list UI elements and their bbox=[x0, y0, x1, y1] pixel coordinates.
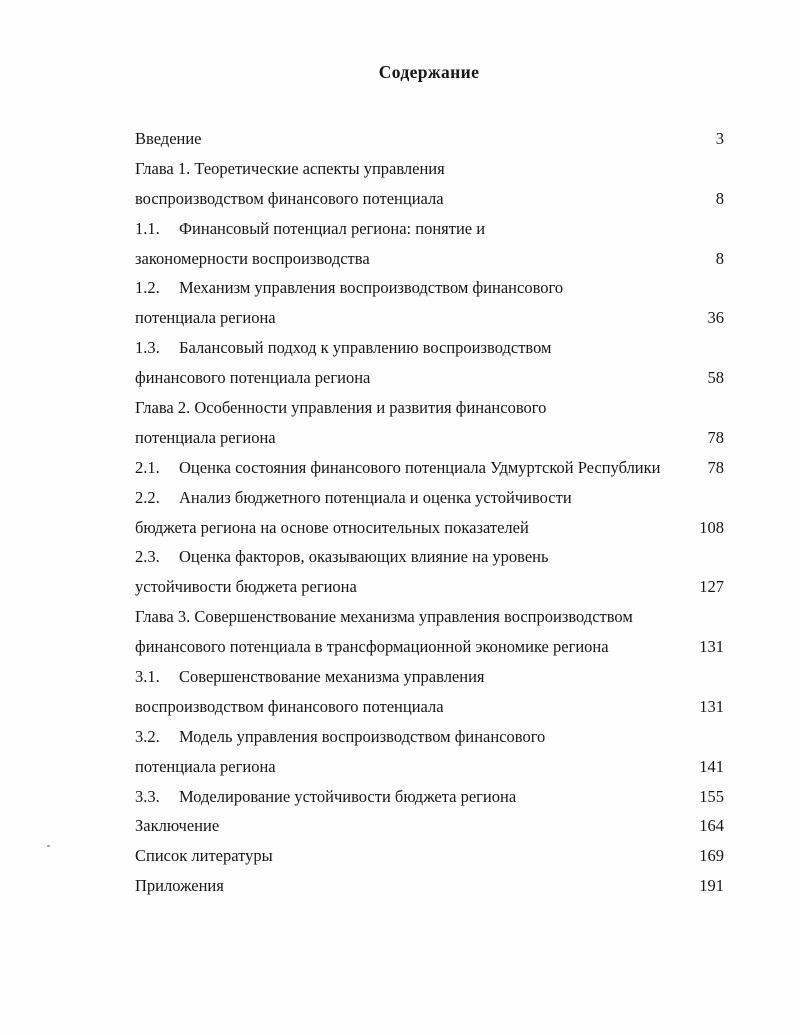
toc-entry bbox=[135, 547, 724, 577]
toc-entry-text: Глава 2. Особенности управления и развития финансового bbox=[135, 398, 547, 418]
toc-entry-text: закономерности воспроизводства bbox=[135, 248, 370, 268]
toc-entry bbox=[135, 757, 724, 787]
toc-entry-page: 131 bbox=[699, 696, 724, 716]
toc-entry bbox=[135, 398, 724, 428]
toc-entry bbox=[135, 846, 724, 876]
toc-entry bbox=[135, 189, 724, 219]
table-of-contents bbox=[135, 129, 724, 906]
toc-entry-text: Оценка состояния финансового потенциала Удмуртской Республики bbox=[179, 457, 661, 477]
toc-entry bbox=[135, 697, 724, 727]
toc-entry bbox=[135, 338, 724, 368]
toc-entry bbox=[135, 159, 724, 189]
toc-entry-text: бюджета региона на основе относительных показателей bbox=[135, 517, 529, 537]
toc-entry-text: Моделирование устойчивости бюджета региона bbox=[179, 786, 517, 806]
toc-entry-page: 131 bbox=[699, 637, 724, 657]
toc-entry bbox=[135, 816, 724, 846]
toc-entry-page: 164 bbox=[699, 816, 724, 836]
toc-entry-text: Оценка факторов, оказывающих влияние на уровень bbox=[179, 547, 549, 567]
toc-entry bbox=[135, 607, 724, 637]
toc-entry bbox=[135, 308, 724, 338]
toc-entry-text: Список литературы bbox=[135, 846, 273, 866]
toc-entry-number: 3.2. bbox=[135, 726, 160, 746]
toc-entry-number: 2.2. bbox=[135, 487, 160, 507]
toc-entry-text: Анализ бюджетного потенциала и оценка устойчивости bbox=[179, 487, 572, 507]
toc-entry-number: 1.2. bbox=[135, 278, 160, 298]
toc-entry-text: финансового потенциала региона bbox=[135, 368, 371, 388]
toc-entry-page: 191 bbox=[699, 876, 724, 896]
toc-entry-text: финансового потенциала в трансформационной экономике региона bbox=[135, 637, 609, 657]
toc-entry-page: 155 bbox=[699, 786, 724, 806]
toc-entry-page: 8 bbox=[715, 188, 724, 208]
toc-entry-text: Совершенствование механизма управления bbox=[179, 667, 485, 687]
toc-entry-page: 169 bbox=[699, 846, 724, 866]
toc-entry bbox=[135, 876, 724, 906]
toc-entry-text: Механизм управления воспроизводством финансового bbox=[179, 278, 564, 298]
toc-entry bbox=[135, 667, 724, 697]
toc-entry-number: 1.3. bbox=[135, 338, 160, 358]
toc-entry bbox=[135, 637, 724, 667]
toc-entry-page: 78 bbox=[707, 427, 724, 447]
toc-entry bbox=[135, 129, 724, 159]
toc-entry-text: потенциала региона bbox=[135, 427, 276, 447]
toc-entry-page: 3 bbox=[715, 129, 724, 148]
toc-entry-text: Модель управления воспроизводством финансового bbox=[179, 726, 546, 746]
toc-entry bbox=[135, 787, 724, 817]
toc-entry bbox=[135, 219, 724, 249]
toc-entry bbox=[135, 368, 724, 398]
toc-entry-number: 3.1. bbox=[135, 667, 160, 687]
toc-entry-text: Заключение bbox=[135, 816, 220, 836]
toc-entry-text: Глава 1. Теоретические аспекты управления bbox=[135, 158, 445, 178]
toc-entry-text: потенциала региона bbox=[135, 308, 276, 328]
toc-entry bbox=[135, 488, 724, 518]
toc-entry-page: 58 bbox=[707, 368, 724, 388]
toc-entry-page: 78 bbox=[707, 457, 724, 477]
toc-entry-text: Глава 3. Совершенствование механизма управления воспроизводством bbox=[135, 607, 633, 627]
scan-noise-speck bbox=[47, 845, 50, 847]
toc-entry bbox=[135, 727, 724, 757]
toc-entry-text: воспроизводством финансового потенциала bbox=[135, 188, 444, 208]
page-title: Содержание bbox=[378, 62, 480, 82]
toc-entry-page: 127 bbox=[699, 577, 724, 597]
toc-entry bbox=[135, 278, 724, 308]
toc-entry bbox=[135, 518, 724, 548]
toc-entry-text: Балансовый подход к управлению воспроизводством bbox=[179, 338, 552, 358]
toc-entry-number: 3.3. bbox=[135, 786, 160, 806]
toc-entry-number: 2.1. bbox=[135, 457, 160, 477]
toc-entry-text: воспроизводством финансового потенциала bbox=[135, 696, 444, 716]
toc-entry-number: 1.1. bbox=[135, 218, 160, 238]
toc-entry bbox=[135, 458, 724, 488]
toc-entry-text: Приложения bbox=[135, 876, 224, 896]
toc-entry-page: 108 bbox=[699, 517, 724, 537]
toc-entry bbox=[135, 428, 724, 458]
toc-entry-text: устойчивости бюджета региона bbox=[135, 577, 357, 597]
toc-entry-page: 141 bbox=[699, 756, 724, 776]
toc-entry-number: 2.3. bbox=[135, 547, 160, 567]
toc-entry bbox=[135, 249, 724, 279]
toc-entry-page: 36 bbox=[707, 308, 724, 328]
toc-entry-text: потенциала региона bbox=[135, 756, 276, 776]
toc-entry-text: Введение bbox=[135, 129, 202, 148]
toc-entry-text: Финансовый потенциал региона: понятие и bbox=[179, 218, 486, 238]
toc-entry-page: 8 bbox=[715, 248, 724, 268]
toc-entry bbox=[135, 577, 724, 607]
